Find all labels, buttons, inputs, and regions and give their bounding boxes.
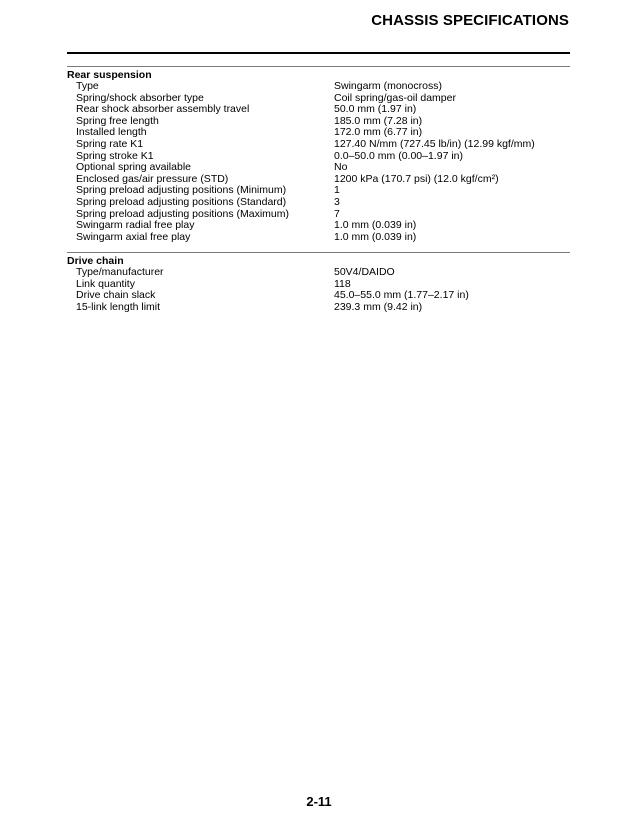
spec-value: 1.0 mm (0.039 in) (334, 230, 417, 243)
spec-value: 3 (334, 195, 340, 208)
spec-value: 127.40 N/mm (727.45 lb/in) (12.99 kgf/mm) (334, 137, 535, 150)
section-rear-suspension (67, 69, 570, 243)
section-heading: Drive chain (67, 255, 124, 267)
spec-label: Optional spring available (76, 161, 191, 174)
spec-row (67, 220, 570, 232)
page-number: 2-11 (306, 794, 332, 809)
spec-label: Spring/shock absorber type (76, 91, 204, 104)
spec-label: Spring free length (76, 114, 159, 127)
spec-label: Type/manufacturer (76, 266, 164, 278)
spec-label: Type (76, 80, 99, 92)
spec-row (67, 139, 570, 151)
spec-label: Spring preload adjusting positions (Minimum) (76, 184, 287, 197)
section-divider-rear-suspension (67, 66, 570, 67)
page-title: CHASSIS SPECIFICATIONS (371, 12, 569, 29)
spec-row (67, 232, 570, 244)
spec-row (67, 267, 570, 279)
spec-label: Swingarm axial free play (76, 230, 191, 243)
spec-value: 1200 kPa (170.7 psi) (12.0 kgf/cm²) (334, 172, 499, 185)
spec-row (67, 302, 570, 314)
spec-label: 15-link length limit (76, 300, 161, 313)
section-drive-chain (67, 255, 570, 313)
spec-value: 1 (334, 184, 340, 197)
header-rule (67, 52, 570, 54)
spec-value: 185.0 mm (7.28 in) (334, 114, 423, 127)
spec-value: 0.0–50.0 mm (0.00–1.97 in) (334, 149, 463, 162)
spec-value: 172.0 mm (6.77 in) (334, 126, 423, 139)
spec-label: Rear shock absorber assembly travel (76, 103, 250, 116)
spec-row (67, 81, 570, 93)
spec-value: 45.0–55.0 mm (1.77–2.17 in) (334, 289, 469, 302)
section-heading: Rear suspension (67, 69, 152, 81)
spec-value: 1.0 mm (0.039 in) (334, 219, 417, 232)
spec-value: 7 (334, 207, 340, 220)
spec-label: Swingarm radial free play (76, 219, 195, 232)
spec-value: 118 (334, 277, 351, 290)
spec-label: Spring preload adjusting positions (Maximum) (76, 207, 290, 220)
spec-value: Coil spring/gas-oil damper (334, 91, 456, 104)
section-divider-drive-chain (67, 252, 570, 253)
spec-row (67, 197, 570, 209)
spec-label: Enclosed gas/air pressure (STD) (76, 172, 229, 185)
spec-label: Spring preload adjusting positions (Standard) (76, 195, 287, 208)
spec-label: Installed length (76, 126, 147, 139)
spec-label: Link quantity (76, 277, 135, 290)
spec-value: Swingarm (monocross) (334, 80, 442, 92)
spec-value: No (334, 161, 348, 174)
spec-row (67, 162, 570, 174)
spec-value: 239.3 mm (9.42 in) (334, 300, 423, 313)
spec-label: Spring stroke K1 (76, 149, 154, 162)
spec-value: 50V4/DAIDO (334, 266, 395, 278)
spec-label: Drive chain slack (76, 289, 156, 302)
spec-label: Spring rate K1 (76, 137, 144, 150)
spec-value: 50.0 mm (1.97 in) (334, 103, 417, 116)
